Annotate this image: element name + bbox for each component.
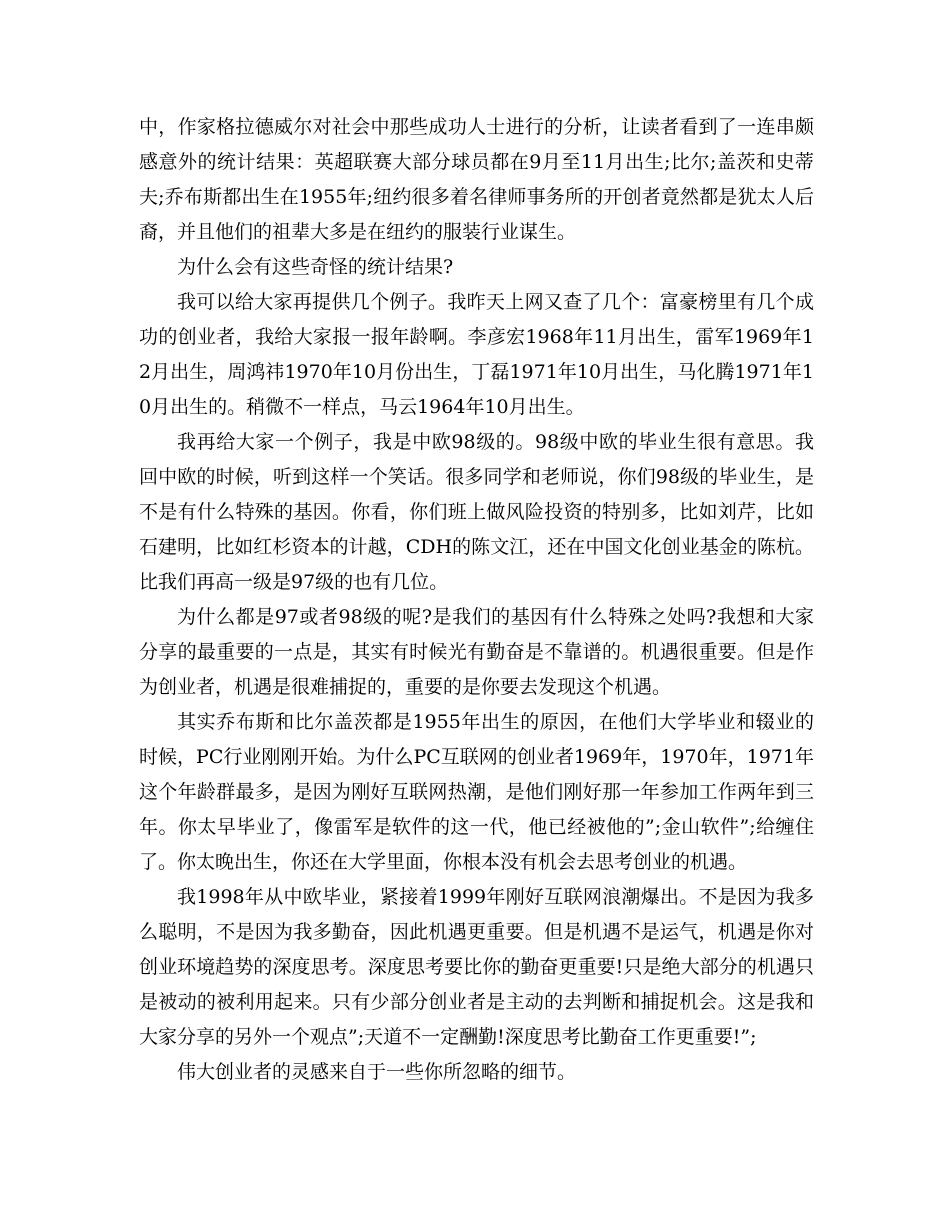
paragraph-2: 为什么会有这些奇怪的统计结果? [177,256,454,278]
paragraph-7: 我1998年从中欧毕业，紧接着1999年刚好互联网浪潮爆出。不是因为我多么聪明，不是因为我多勤奋，因此机遇更重要。但是机遇不是运气，机遇是你对创业环境趋势的深度思考。深度思考要比你的勤奋更重要!只是绝大部分的机遇只是被动的被利用起来。只有少部分创业者是主动的去判断和捕捉机会。这是我和大家分享的另外一个观点”;天道不一定酬勤!深度思考比勤奋工作更重要!”; [139,886,814,1048]
paragraph-1: 中，作家格拉德威尔对社会中那些成功人士进行的分析，让读者看到了一连串颇感意外的统计结果：英超联赛大部分球员都在9月至11月出生;比尔;盖茨和史蒂夫;乔布斯都出生在1955年;纽约很多着名律师事务所的开创者竟然都是犹太人后裔，并且他们的祖辈大多是在纽约的服装行业谋生。 [139,116,814,243]
paragraph-8: 伟大创业者的灵感来自于一些你所忽略的细节。 [177,1061,577,1083]
paragraph-4: 我再给大家一个例子，我是中欧98级的。98级中欧的毕业生很有意思。我回中欧的时候，听到这样一个笑话。很多同学和老师说，你们98级的毕业生，是不是有什么特殊的基因。你看，你们班上做风险投资的特别多，比如刘芹，比如石建明，比如红杉资本的计越，CDH的陈文江，还在中国文化创业基金的陈杭。比我们再高一级是97级的也有几位。 [139,431,814,593]
paragraph-5: 为什么都是97或者98级的呢?是我们的基因有什么特殊之处吗?我想和大家分享的最重要的一点是，其实有时候光有勤奋是不靠谱的。机遇很重要。但是作为创业者，机遇是很难捕捉的，重要的是你要去发现这个机遇。 [139,606,814,698]
paragraph-3: 我可以给大家再提供几个例子。我昨天上网又查了几个：富豪榜里有几个成功的创业者，我给大家报一报年龄啊。李彦宏1968年11月出生，雷军1969年12月出生，周鸿祎1970年10月份出生，丁磊1971年10月出生，马化腾1971年10月出生的。稍微不一样点，马云1964年10月出生。 [139,291,814,418]
paragraph-6: 其实乔布斯和比尔盖茨都是1955年出生的原因，在他们大学毕业和辍业的时候，PC行业刚刚开始。为什么PC互联网的创业者1969年，1970年，1971年这个年龄群最多，是因为刚好互联网热潮，是他们刚好那一年参加工作两年到三年。你太早毕业了，像雷军是软件的这一代，他已经被他的”;金山软件”;给缠住了。你太晚出生，你还在大学里面，你根本没有机会去思考创业的机遇。 [139,711,814,873]
document-body [139,110,814,1090]
